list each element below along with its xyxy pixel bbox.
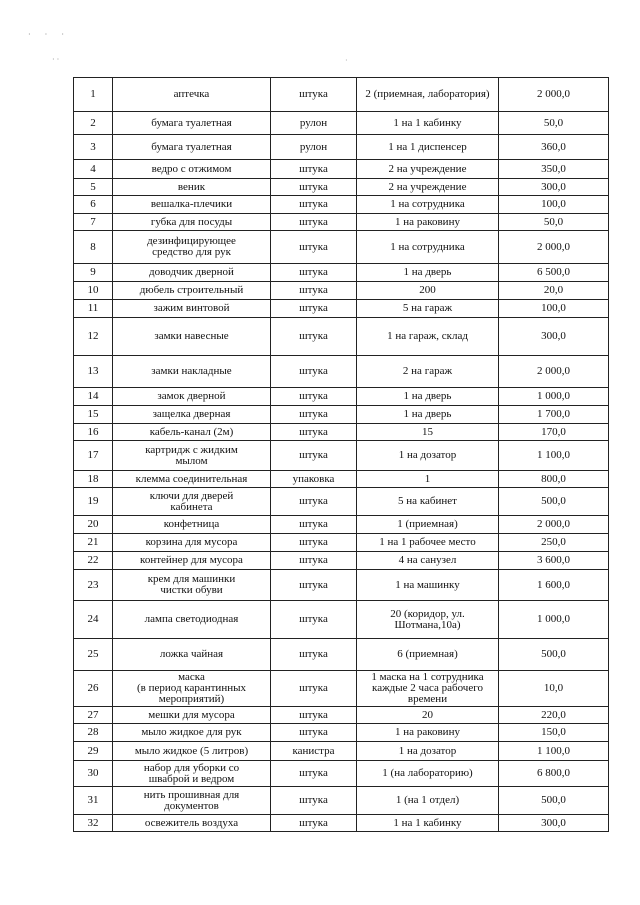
item-norm: 1 маска на 1 сотрудника каждые 2 часа рабочего времени (357, 671, 499, 707)
item-name: мешки для мусора (113, 707, 271, 724)
row-number: 21 (74, 534, 113, 552)
row-number: 20 (74, 516, 113, 534)
item-unit: канистра (271, 742, 357, 761)
table-row (74, 388, 609, 406)
row-number: 25 (74, 639, 113, 671)
item-price: 220,0 (499, 707, 609, 724)
item-price: 500,0 (499, 488, 609, 516)
item-price: 1 700,0 (499, 406, 609, 424)
table-row (74, 707, 609, 724)
table-row (74, 135, 609, 160)
item-name: корзина для мусора (113, 534, 271, 552)
item-name: лампа светодиодная (113, 601, 271, 639)
row-number: 16 (74, 424, 113, 441)
item-unit: рулон (271, 135, 357, 160)
item-norm: 1 (на лабораторию) (357, 761, 499, 787)
item-name: конфетница (113, 516, 271, 534)
item-name: бумага туалетная (113, 112, 271, 135)
table-row (74, 534, 609, 552)
table-row (74, 300, 609, 318)
row-number: 28 (74, 724, 113, 742)
item-unit: штука (271, 724, 357, 742)
scan-speck: · (345, 56, 348, 65)
item-unit: штука (271, 388, 357, 406)
row-number: 22 (74, 552, 113, 570)
item-price: 100,0 (499, 300, 609, 318)
table-row (74, 601, 609, 639)
row-number: 13 (74, 356, 113, 388)
item-name: доводчик дверной (113, 264, 271, 282)
item-unit: штука (271, 639, 357, 671)
row-number: 5 (74, 179, 113, 196)
item-price: 500,0 (499, 787, 609, 815)
item-name: вешалка-плечики (113, 196, 271, 214)
item-unit: штука (271, 488, 357, 516)
item-name: ложка чайная (113, 639, 271, 671)
item-price: 350,0 (499, 160, 609, 179)
row-number: 32 (74, 815, 113, 832)
row-number: 30 (74, 761, 113, 787)
item-norm: 1 на дверь (357, 388, 499, 406)
item-price: 300,0 (499, 815, 609, 832)
item-unit: штука (271, 356, 357, 388)
item-norm: 1 на раковину (357, 724, 499, 742)
item-unit: штука (271, 300, 357, 318)
item-unit: штука (271, 761, 357, 787)
item-price: 1 100,0 (499, 441, 609, 471)
row-number: 9 (74, 264, 113, 282)
item-price: 50,0 (499, 112, 609, 135)
table-row (74, 264, 609, 282)
item-unit: штука (271, 318, 357, 356)
item-name: бумага туалетная (113, 135, 271, 160)
item-unit: штука (271, 815, 357, 832)
item-name: мыло жидкое для рук (113, 724, 271, 742)
item-norm: 1 на 1 диспенсер (357, 135, 499, 160)
item-unit: штука (271, 516, 357, 534)
item-price: 20,0 (499, 282, 609, 300)
item-norm: 1 на дверь (357, 406, 499, 424)
table-row (74, 424, 609, 441)
items-table (73, 77, 609, 832)
item-norm: 20 (коридор, ул. Шотмана,10а) (357, 601, 499, 639)
item-unit: штука (271, 552, 357, 570)
item-norm: 20 (357, 707, 499, 724)
item-name: дезинфицирующее средство для рук (113, 231, 271, 264)
item-norm: 5 на кабинет (357, 488, 499, 516)
item-norm: 1 на 1 кабинку (357, 815, 499, 832)
row-number: 4 (74, 160, 113, 179)
item-price: 50,0 (499, 214, 609, 231)
table-row (74, 570, 609, 601)
item-name: набор для уборки со шваброй и ведром (113, 761, 271, 787)
row-number: 19 (74, 488, 113, 516)
table-row (74, 318, 609, 356)
item-price: 800,0 (499, 471, 609, 488)
item-name: крем для машинки чистки обуви (113, 570, 271, 601)
item-norm: 1 на сотрудника (357, 231, 499, 264)
item-price: 170,0 (499, 424, 609, 441)
table-row (74, 231, 609, 264)
item-norm: 1 на 1 кабинку (357, 112, 499, 135)
item-unit: штука (271, 160, 357, 179)
item-norm: 1 на гараж, склад (357, 318, 499, 356)
row-number: 7 (74, 214, 113, 231)
row-number: 8 (74, 231, 113, 264)
row-number: 29 (74, 742, 113, 761)
item-norm: 4 на санузел (357, 552, 499, 570)
table-row (74, 552, 609, 570)
item-norm: 6 (приемная) (357, 639, 499, 671)
row-number: 27 (74, 707, 113, 724)
item-price: 300,0 (499, 179, 609, 196)
item-norm: 1 на машинку (357, 570, 499, 601)
item-name: дюбель строительный (113, 282, 271, 300)
row-number: 6 (74, 196, 113, 214)
row-number: 11 (74, 300, 113, 318)
row-number: 12 (74, 318, 113, 356)
item-price: 3 600,0 (499, 552, 609, 570)
item-unit: штука (271, 601, 357, 639)
row-number: 2 (74, 112, 113, 135)
row-number: 1 (74, 78, 113, 112)
row-number: 3 (74, 135, 113, 160)
item-name: освежитель воздуха (113, 815, 271, 832)
row-number: 15 (74, 406, 113, 424)
item-unit: штука (271, 671, 357, 707)
item-name: маска (в период карантинных мероприятий) (113, 671, 271, 707)
scan-speck: · · (52, 55, 60, 64)
item-price: 1 000,0 (499, 388, 609, 406)
item-norm: 1 на раковину (357, 214, 499, 231)
table-row (74, 179, 609, 196)
table-row (74, 406, 609, 424)
item-unit: штука (271, 264, 357, 282)
row-number: 31 (74, 787, 113, 815)
item-norm: 15 (357, 424, 499, 441)
item-price: 150,0 (499, 724, 609, 742)
item-norm: 1 на дверь (357, 264, 499, 282)
row-number: 26 (74, 671, 113, 707)
table-row (74, 516, 609, 534)
table-row (74, 742, 609, 761)
item-unit: штука (271, 406, 357, 424)
item-price: 10,0 (499, 671, 609, 707)
table-row (74, 471, 609, 488)
table-row (74, 160, 609, 179)
item-price: 500,0 (499, 639, 609, 671)
item-price: 300,0 (499, 318, 609, 356)
table-row (74, 761, 609, 787)
row-number: 14 (74, 388, 113, 406)
item-norm: 5 на гараж (357, 300, 499, 318)
item-norm: 1 (на 1 отдел) (357, 787, 499, 815)
table-row (74, 671, 609, 707)
scan-speck: · · · (28, 30, 70, 39)
table-row (74, 78, 609, 112)
item-price: 1 600,0 (499, 570, 609, 601)
row-number: 10 (74, 282, 113, 300)
item-norm: 1 (357, 471, 499, 488)
item-price: 1 000,0 (499, 601, 609, 639)
item-name: мыло жидкое (5 литров) (113, 742, 271, 761)
table-row (74, 488, 609, 516)
item-name: замки накладные (113, 356, 271, 388)
item-name: картридж с жидким мылом (113, 441, 271, 471)
item-unit: штука (271, 214, 357, 231)
item-unit: штука (271, 282, 357, 300)
item-norm: 1 на сотрудника (357, 196, 499, 214)
item-price: 2 000,0 (499, 231, 609, 264)
item-norm: 1 на 1 рабочее место (357, 534, 499, 552)
table-row (74, 639, 609, 671)
item-name: ведро с отжимом (113, 160, 271, 179)
item-unit: штука (271, 534, 357, 552)
item-name: клемма соединительная (113, 471, 271, 488)
item-unit: упаковка (271, 471, 357, 488)
item-name: замки навесные (113, 318, 271, 356)
table-row (74, 815, 609, 832)
table-row (74, 356, 609, 388)
item-price: 2 000,0 (499, 516, 609, 534)
item-name: веник (113, 179, 271, 196)
item-norm: 2 на учреждение (357, 179, 499, 196)
item-unit: штука (271, 707, 357, 724)
table-row (74, 787, 609, 815)
item-name: контейнер для мусора (113, 552, 271, 570)
item-unit: штука (271, 231, 357, 264)
table-row (74, 282, 609, 300)
item-price: 2 000,0 (499, 356, 609, 388)
item-unit: штука (271, 570, 357, 601)
item-unit: штука (271, 441, 357, 471)
item-norm: 200 (357, 282, 499, 300)
item-price: 6 500,0 (499, 264, 609, 282)
item-unit: штука (271, 196, 357, 214)
item-name: губка для посуды (113, 214, 271, 231)
item-norm: 2 на гараж (357, 356, 499, 388)
item-unit: рулон (271, 112, 357, 135)
item-norm: 1 (приемная) (357, 516, 499, 534)
row-number: 24 (74, 601, 113, 639)
table-row (74, 196, 609, 214)
item-name: нить прошивная для документов (113, 787, 271, 815)
item-price: 6 800,0 (499, 761, 609, 787)
table-row (74, 724, 609, 742)
row-number: 17 (74, 441, 113, 471)
item-norm: 2 на учреждение (357, 160, 499, 179)
item-unit: штука (271, 424, 357, 441)
item-price: 100,0 (499, 196, 609, 214)
item-name: зажим винтовой (113, 300, 271, 318)
item-price: 360,0 (499, 135, 609, 160)
table-row (74, 214, 609, 231)
table-row (74, 112, 609, 135)
table-row (74, 441, 609, 471)
row-number: 18 (74, 471, 113, 488)
item-name: замок дверной (113, 388, 271, 406)
item-name: кабель-канал (2м) (113, 424, 271, 441)
item-name: ключи для дверей кабинета (113, 488, 271, 516)
item-price: 1 100,0 (499, 742, 609, 761)
item-price: 250,0 (499, 534, 609, 552)
item-norm: 1 на дозатор (357, 742, 499, 761)
item-norm: 2 (приемная, лаборатория) (357, 78, 499, 112)
item-name: аптечка (113, 78, 271, 112)
item-norm: 1 на дозатор (357, 441, 499, 471)
item-unit: штука (271, 179, 357, 196)
row-number: 23 (74, 570, 113, 601)
item-unit: штука (271, 787, 357, 815)
item-name: защелка дверная (113, 406, 271, 424)
item-unit: штука (271, 78, 357, 112)
item-price: 2 000,0 (499, 78, 609, 112)
